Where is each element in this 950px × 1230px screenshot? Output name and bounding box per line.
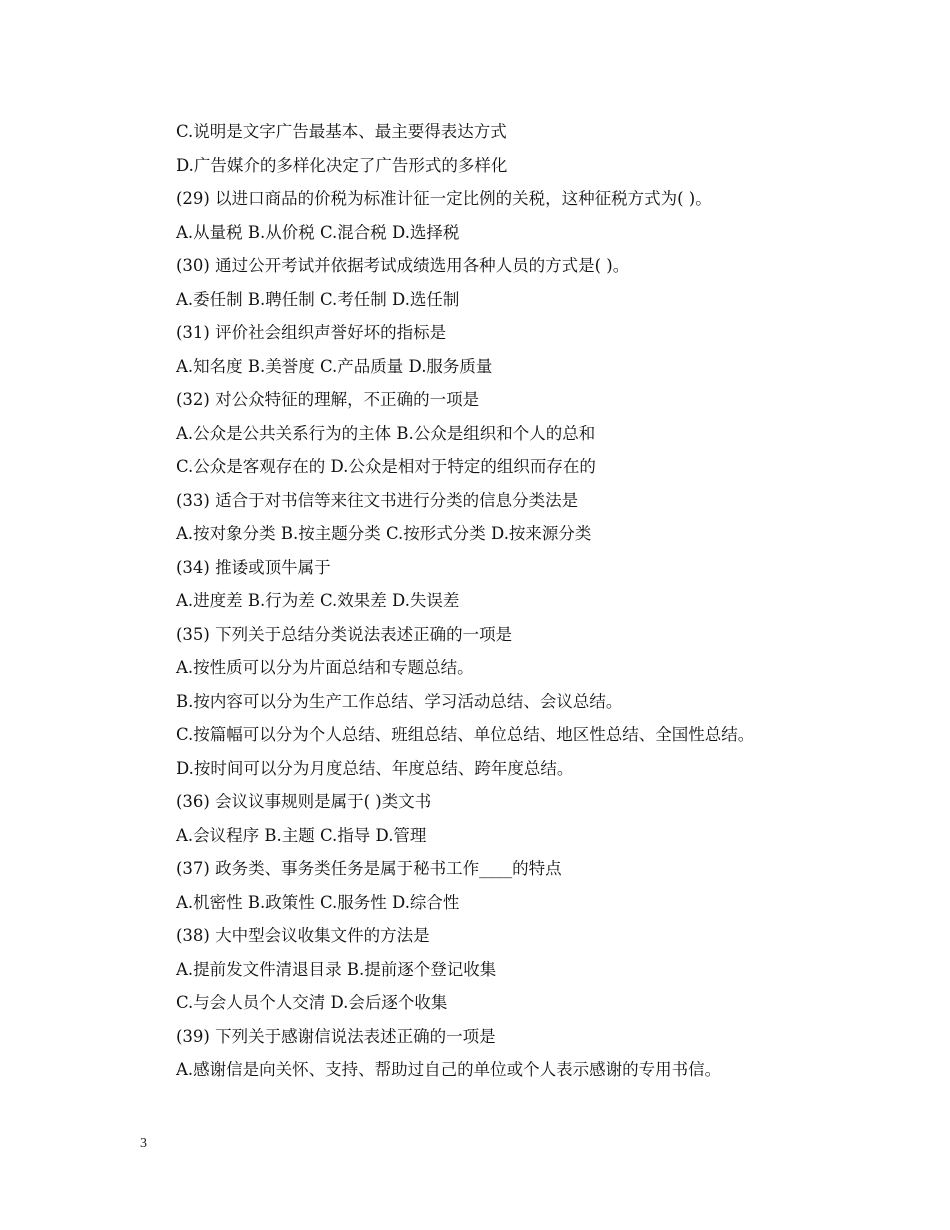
options-32-cd: C.公众是客观存在的 D.公众是相对于特定的组织而存在的 xyxy=(176,457,596,476)
options-38-ab: A.提前发文件清退目录 B.提前逐个登记收集 xyxy=(176,959,497,979)
text-line: D.广告媒介的多样化决定了广告形式的多样化 xyxy=(176,155,508,175)
option-35-c: C.按篇幅可以分为个人总结、班组总结、单位总结、地区性总结、全国性总结。 xyxy=(176,725,755,744)
question-39: (39) 下列关于感谢信说法表述正确的一项是 xyxy=(176,1026,496,1046)
option-35-d: D.按时间可以分为月度总结、年度总结、跨年度总结。 xyxy=(176,758,574,778)
options-38-cd: C.与会人员个人交清 D.会后逐个收集 xyxy=(176,993,448,1012)
question-37: (37) 政务类、事务类任务是属于秘书工作____的特点 xyxy=(176,859,562,878)
question-36: (36) 会议议事规则是属于( )类文书 xyxy=(176,792,432,811)
question-30: (30) 通过公开考试并依据考试成绩选用各种人员的方式是( )。 xyxy=(176,256,630,275)
question-33: (33) 适合于对书信等来往文书进行分类的信息分类法是 xyxy=(176,490,579,510)
option-35-b: B.按内容可以分为生产工作总结、学习活动总结、会议总结。 xyxy=(176,691,623,711)
text-line: C.说明是文字广告最基本、最主要得表达方式 xyxy=(176,122,507,141)
question-35: (35) 下列关于总结分类说法表述正确的一项是 xyxy=(176,624,513,644)
options-31: A.知名度 B.美誉度 C.产品质量 D.服务质量 xyxy=(176,356,493,376)
options-36: A.会议程序 B.主题 C.指导 D.管理 xyxy=(176,825,427,845)
options-33: A.按对象分类 B.按主题分类 C.按形式分类 D.按来源分类 xyxy=(176,524,592,543)
options-37: A.机密性 B.政策性 C.服务性 D.综合性 xyxy=(176,892,460,912)
question-38: (38) 大中型会议收集文件的方法是 xyxy=(176,926,430,945)
option-39-a: A.感谢信是向关怀、支持、帮助过自己的单位或个人表示感谢的专用书信。 xyxy=(176,1060,722,1079)
question-32: (32) 对公众特征的理解，不正确的一项是 xyxy=(176,390,480,409)
options-34: A.进度差 B.行为差 C.效果差 D.失误差 xyxy=(176,591,460,610)
options-29: A.从量税 B.从价税 C.混合税 D.选择税 xyxy=(176,222,460,242)
page-number: 3 xyxy=(140,1136,147,1151)
document-body xyxy=(176,115,896,1087)
option-35-a: A.按性质可以分为片面总结和专题总结。 xyxy=(176,658,474,677)
question-29: (29) 以进口商品的价税为标准计征一定比例的关税，这种征税方式为( )。 xyxy=(176,189,712,208)
options-30: A.委任制 B.聘任制 C.考任制 D.选任制 xyxy=(176,289,460,309)
question-31: (31) 评价社会组织声誉好坏的指标是 xyxy=(176,323,447,342)
question-34: (34) 推诿或顶牛属于 xyxy=(176,557,331,577)
options-32-ab: A.公众是公共关系行为的主体 B.公众是组织和个人的总和 xyxy=(176,423,596,443)
